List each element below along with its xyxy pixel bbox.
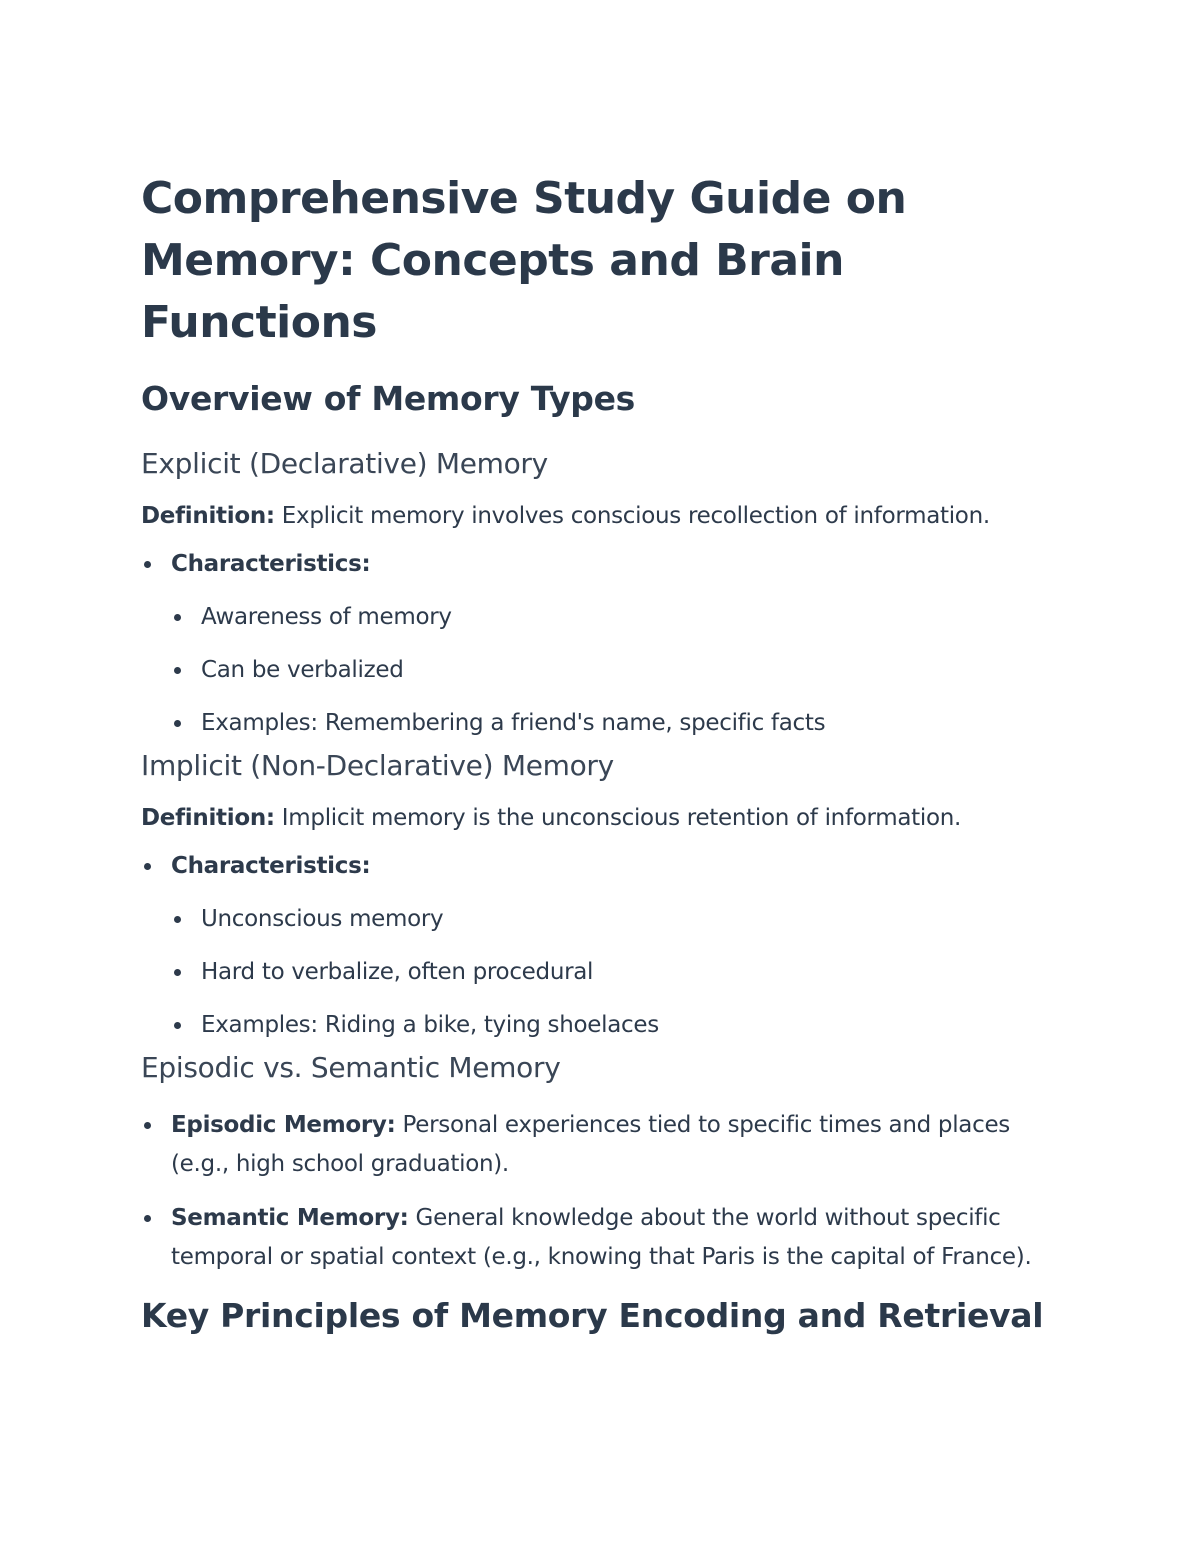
list-item-text: General knowledge about the world without specific temporal or spatial context (e.g., knowing that Paris is the capital of France).	[171, 1205, 1032, 1270]
list-item	[141, 1106, 1071, 1184]
characteristics-label: Characteristics:	[171, 551, 371, 577]
bullet-icon	[174, 720, 181, 727]
list-item-label: Semantic Memory:	[171, 1205, 409, 1231]
list-item	[171, 708, 1071, 738]
definition-text: Explicit memory involves conscious recollection of information.	[274, 503, 990, 529]
document-page	[141, 168, 1071, 1338]
subsection-heading-implicit: Implicit (Non-Declarative) Memory	[141, 749, 614, 782]
implicit-characteristics-sublist	[171, 904, 1071, 1040]
bullet-icon	[174, 614, 181, 621]
list-item-text: Examples: Riding a bike, tying shoelaces	[201, 1012, 659, 1038]
list-item	[141, 549, 1071, 738]
list-item	[141, 851, 1071, 1040]
bullet-icon	[144, 1122, 151, 1129]
list-item	[171, 655, 1071, 685]
episodic-semantic-list	[141, 1106, 1071, 1277]
definition-text: Implicit memory is the unconscious retention of information.	[274, 805, 962, 831]
list-item	[171, 957, 1071, 987]
explicit-definition	[141, 501, 1071, 531]
list-item	[171, 904, 1071, 934]
list-item	[141, 1199, 1071, 1277]
explicit-characteristics-list	[141, 549, 1071, 738]
bullet-icon	[174, 1022, 181, 1029]
page-title: Comprehensive Study Guide on Memory: Concepts and Brain Functions	[141, 173, 907, 348]
subsection-heading-explicit: Explicit (Declarative) Memory	[141, 447, 548, 480]
list-item-text: Personal experiences tied to specific times and places (e.g., high school graduation).	[171, 1112, 1010, 1177]
implicit-characteristics-list	[141, 851, 1071, 1040]
bullet-icon	[144, 561, 151, 568]
definition-label: Definition:	[141, 503, 275, 529]
list-item-label: Episodic Memory:	[171, 1112, 396, 1138]
subsection-heading-episodic-semantic: Episodic vs. Semantic Memory	[141, 1051, 561, 1084]
explicit-characteristics-sublist	[171, 602, 1071, 738]
section-heading-encoding-retrieval: Key Principles of Memory Encoding and Retrieval	[141, 1296, 1044, 1335]
bullet-icon	[144, 1215, 151, 1222]
characteristics-label: Characteristics:	[171, 853, 371, 879]
list-item-text: Unconscious memory	[201, 906, 444, 932]
implicit-definition	[141, 803, 1071, 833]
list-item	[171, 1010, 1071, 1040]
bullet-icon	[174, 916, 181, 923]
definition-label: Definition:	[141, 805, 275, 831]
bullet-icon	[144, 863, 151, 870]
list-item-text: Hard to verbalize, often procedural	[201, 959, 594, 985]
list-item	[171, 602, 1071, 632]
list-item-text: Awareness of memory	[201, 604, 452, 630]
list-item-text: Can be verbalized	[201, 657, 404, 683]
bullet-icon	[174, 667, 181, 674]
section-heading-memory-types: Overview of Memory Types	[141, 379, 636, 418]
bullet-icon	[174, 969, 181, 976]
list-item-text: Examples: Remembering a friend's name, specific facts	[201, 710, 826, 736]
